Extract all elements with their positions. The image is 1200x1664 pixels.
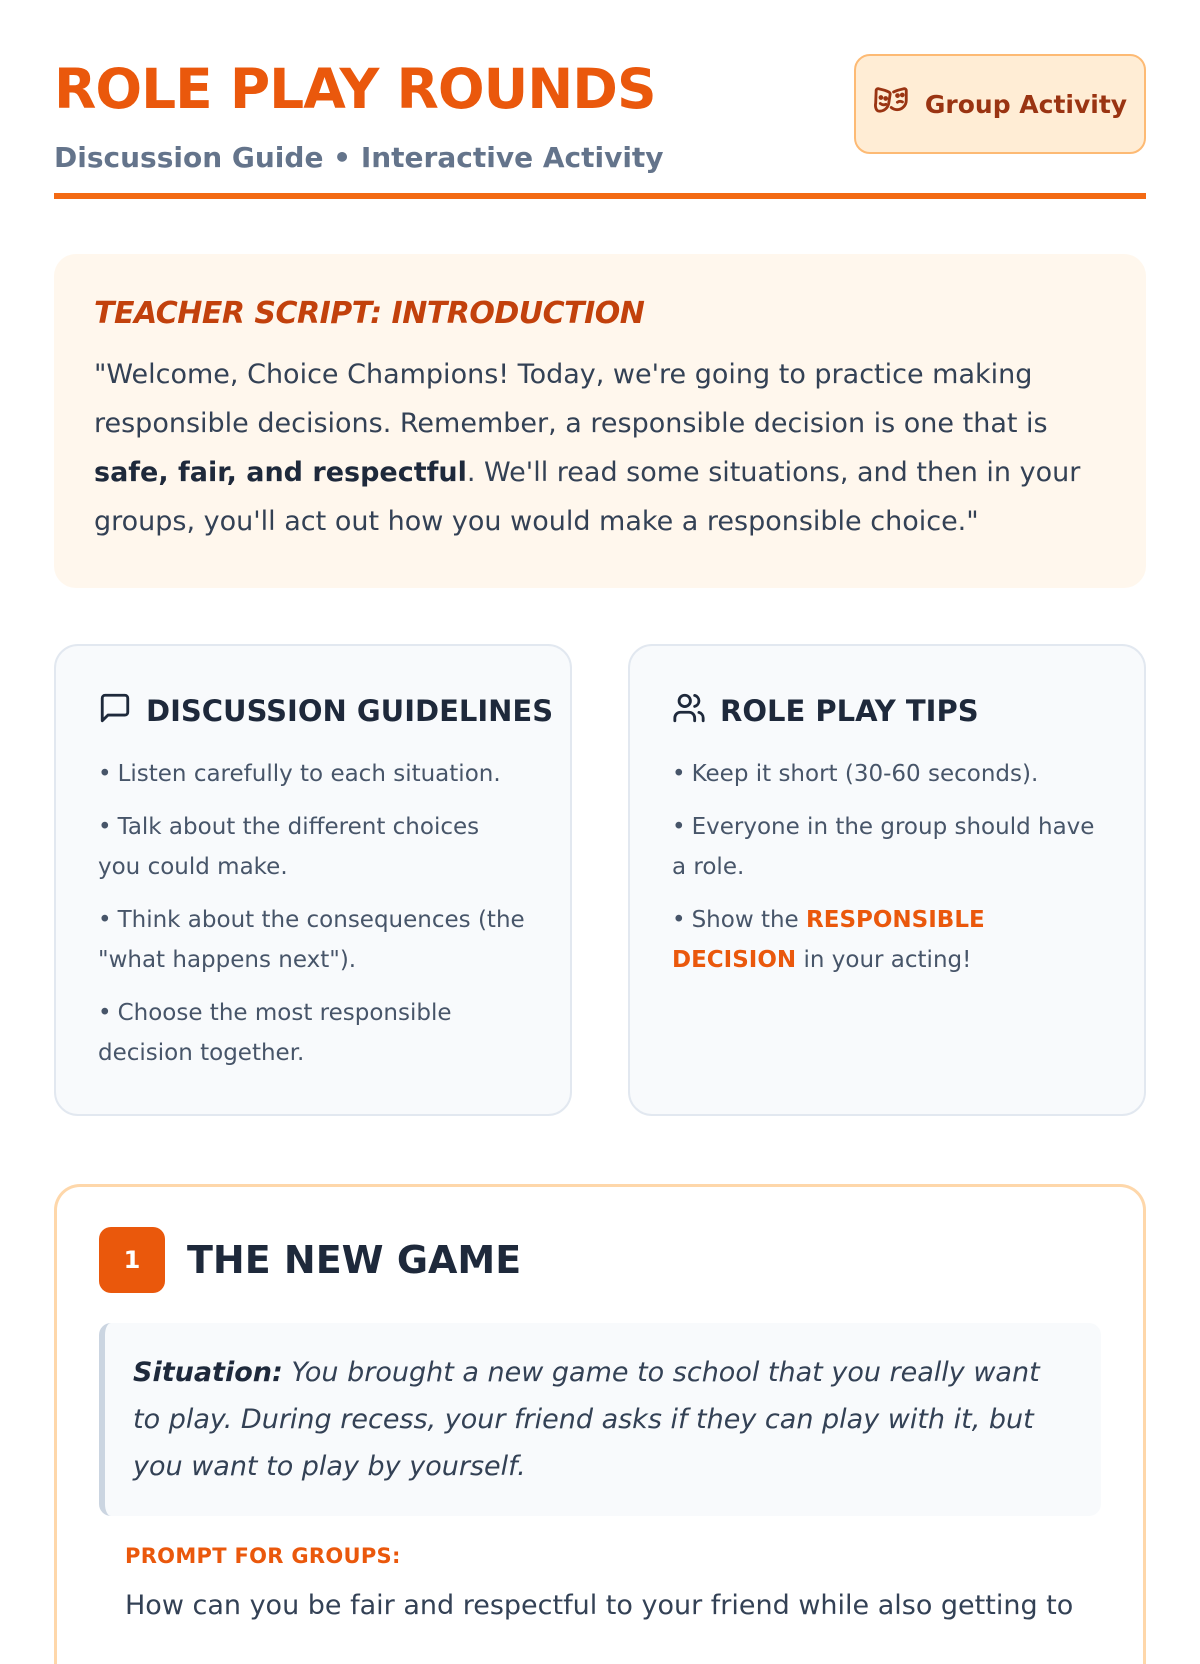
list-item: • Show the RESPONSIBLE DECISION in your acting! [672, 907, 985, 973]
scenario-number-badge: 1 [99, 1227, 165, 1293]
discussion-guidelines-card [54, 644, 572, 1116]
list-item: • Think about the consequences (the "what happens next"). [98, 907, 525, 973]
tip-prefix: Show the [691, 907, 799, 933]
tips-title: ROLE PLAY TIPS [720, 694, 979, 728]
prompt-label: PROMPT FOR GROUPS: [125, 1544, 401, 1568]
chat-bubble-icon [98, 691, 132, 732]
intro-text [94, 350, 1106, 546]
responsible-decision-highlight: RESPONSIBLE DECISION [672, 907, 985, 973]
scenario-header [99, 1227, 1101, 1293]
page-title: ROLE PLAY ROUNDS [54, 57, 656, 121]
list-item: • Talk about the different choices you could make. [98, 814, 480, 880]
users-icon [672, 691, 706, 732]
drama-masks-icon [873, 82, 911, 126]
intro-text-part-2: . We'll read some situations, and then in your groups, you'll act out how you would make a responsible choice." [94, 457, 1081, 537]
role-play-tips-card [628, 644, 1146, 1116]
situation-box [99, 1323, 1101, 1516]
list-item: • Listen carefully to each situation. [98, 761, 501, 787]
header [54, 54, 1146, 199]
scenario-title: THE NEW GAME [187, 1238, 522, 1282]
page-subtitle: Discussion Guide • Interactive Activity [54, 141, 664, 174]
scenario-card [54, 1184, 1146, 1664]
guidelines-title: DISCUSSION GUIDELINES [146, 694, 554, 728]
intro-text-part-1: "Welcome, Choice Champions! Today, we're going to practice making responsible decisions. Remember, a responsible decision is one that is [94, 359, 1048, 439]
tips-heading [672, 686, 1102, 736]
list-item: • Keep it short (30-60 seconds). [672, 761, 1039, 787]
tip-suffix: in your acting! [803, 947, 972, 973]
intro-text-bold: safe, fair, and respectful [94, 457, 467, 488]
tips-list [672, 754, 1102, 980]
list-item: • Everyone in the group should have a role. [672, 814, 1095, 880]
intro-title: TEACHER SCRIPT: INTRODUCTION [94, 296, 645, 331]
badge-label: Group Activity [924, 89, 1128, 119]
list-item: • Choose the most responsible decision together. [98, 1000, 452, 1066]
situation-label: Situation: [133, 1357, 283, 1388]
situation-text: You brought a new game to school that you really want to play. During recess, your friend asks if they can play with it, but you want to play by yourself. [133, 1357, 1040, 1482]
teacher-script-card [54, 254, 1146, 588]
prompt-text: How can you be fair and respectful to your friend while also getting to [125, 1590, 1074, 1621]
group-activity-badge [854, 54, 1146, 154]
guidelines-heading [98, 686, 554, 736]
guidelines-list [98, 754, 528, 1073]
